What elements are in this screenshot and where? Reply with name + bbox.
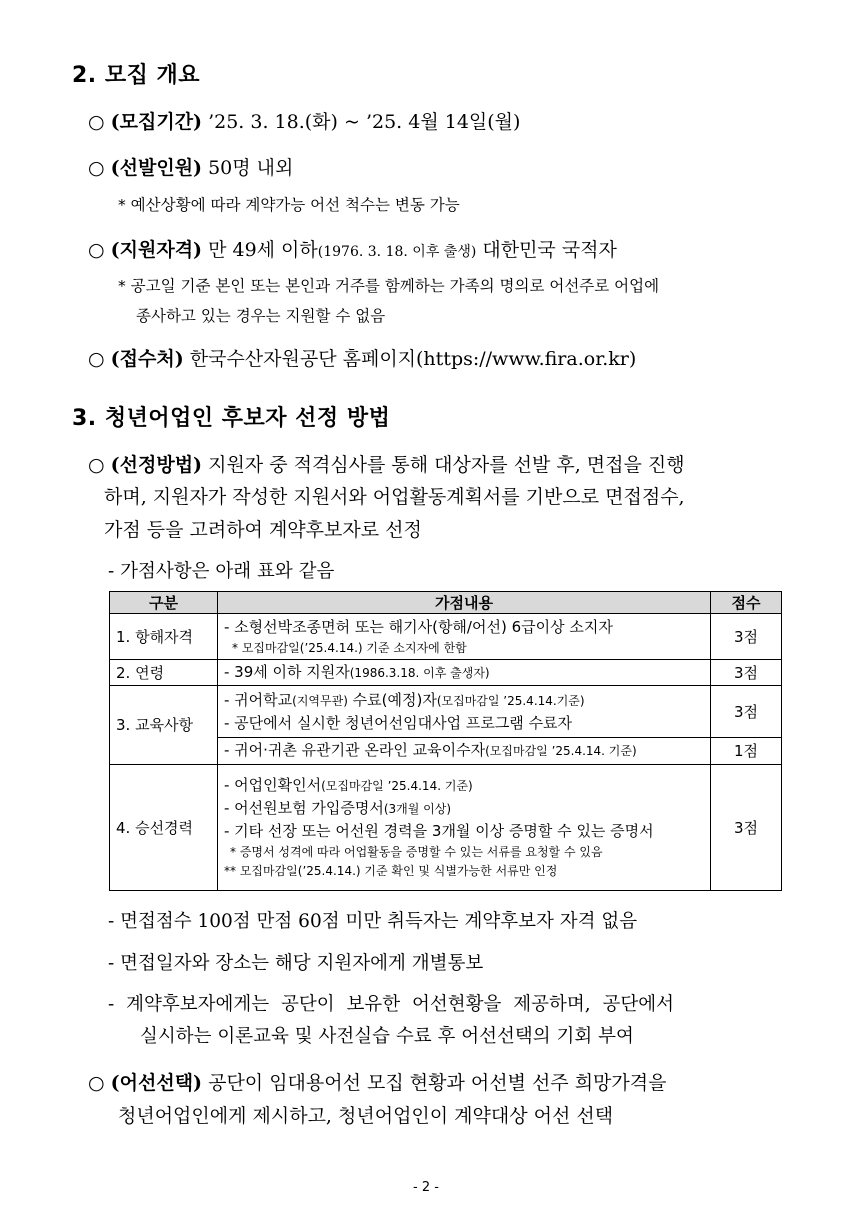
bonus-intro: - 가점사항은 아래 표와 같음 xyxy=(108,561,335,582)
content-text: - 39세 이하 지원자 xyxy=(224,663,350,681)
bullet-icon: ○ xyxy=(88,111,105,133)
content-subtext: (3개월 이상) xyxy=(383,801,452,816)
method-line1: 지원자 중 적격심사를 통해 대상자를 선발 후, 면접을 진행 xyxy=(208,454,685,476)
bullet-icon: ○ xyxy=(88,239,105,261)
bullet-icon: ○ xyxy=(88,1072,105,1094)
table-row xyxy=(110,686,782,738)
vessel-item xyxy=(88,1068,666,1095)
method-key: (선정방법) xyxy=(110,454,203,476)
content-line: - 기타 선장 또는 어선원 경력을 3개월 이상 증명할 수 있는 증명서 xyxy=(224,822,654,841)
table-header: 점수 xyxy=(711,592,782,614)
table-header: 구분 xyxy=(110,592,218,614)
row-score: 3점 xyxy=(711,686,782,738)
table-row xyxy=(110,660,782,686)
content-line xyxy=(224,774,704,797)
content-line xyxy=(224,797,704,820)
method-line3: 가점 등을 고려하여 계약후보자로 선정 xyxy=(104,519,422,541)
content-text: - 어업인확인서 xyxy=(224,775,322,794)
content-note: * 증명서 성격에 따라 어업활동을 증명할 수 있는 서류를 요청할 수 있음 xyxy=(230,845,603,860)
bullet-icon: ○ xyxy=(88,454,105,476)
dash-item-1: - 면접점수 100점 만점 60점 미만 취득자는 계약후보자 자격 없음 xyxy=(108,911,638,932)
content-text: - 어선원보험 가입증명서 xyxy=(224,798,384,817)
selection-note: * 예산상황에 따라 계약가능 어선 척수는 변동 가능 xyxy=(118,196,460,214)
row-category: 4. 승선경력 xyxy=(110,764,218,890)
page-number: - 2 - xyxy=(413,1180,439,1195)
period-item xyxy=(88,107,520,134)
vessel-line2: 청년어업인에게 제시하고, 청년어업인이 계약대상 어선 선택 xyxy=(118,1105,614,1127)
content-text: - 귀어·귀촌 유관기관 온라인 교육이수자 xyxy=(224,741,486,760)
row-score: 1점 xyxy=(711,738,782,764)
method-line2: 하며, 지원자가 작성한 지원서와 어업활동계획서를 기반으로 면접점수, xyxy=(104,486,685,508)
content-text: 수료(예정)자 xyxy=(347,690,437,709)
method-item xyxy=(88,450,685,477)
row-score: 3점 xyxy=(711,764,782,890)
content-line: - 공단에서 실시한 청년어선임대사업 프로그램 수료자 xyxy=(224,713,573,732)
table-row xyxy=(110,614,782,660)
row-content xyxy=(218,764,711,890)
section-2-title: 2. 모집 개요 xyxy=(72,63,200,88)
bullet-icon: ○ xyxy=(88,157,105,179)
eligibility-text-a: 만 49세 이하 xyxy=(208,239,318,261)
vessel-line1: 공단이 임대용어선 모집 현황과 어선별 선주 희망가격을 xyxy=(208,1072,667,1094)
selection-key: (선발인원) xyxy=(110,157,203,179)
vessel-key: (어선선택) xyxy=(110,1072,203,1094)
row-category: 2. 연령 xyxy=(110,660,218,686)
table-header: 가점내용 xyxy=(218,592,711,614)
content-line xyxy=(224,739,704,762)
eligibility-key: (지원자격) xyxy=(110,239,203,261)
bonus-table xyxy=(109,591,782,891)
content-subtext: (지역무관) xyxy=(292,693,348,708)
section-3-title: 3. 청년어업인 후보자 선정 방법 xyxy=(72,406,391,431)
row-category: 1. 항해자격 xyxy=(110,614,218,660)
selection-item xyxy=(88,153,293,180)
row-category: 3. 교육사항 xyxy=(110,686,218,764)
period-text: ’25. 3. 18.(화) ~ ’25. 4월 14일(월) xyxy=(208,111,521,133)
reception-key: (접수처) xyxy=(110,348,184,370)
dash-item-3-line2: 실시하는 이론교육 및 사전실습 수료 후 어선선택의 기회 부여 xyxy=(140,1026,634,1047)
row-content xyxy=(218,686,711,738)
reception-text: 한국수산자원공단 홈페이지(https://www.fira.or.kr) xyxy=(189,348,637,370)
row-content xyxy=(218,660,711,686)
content-line xyxy=(224,661,704,684)
content-line xyxy=(224,689,704,712)
content-line: - 소형선박조종면허 또는 해기사(항해/어선) 6급이상 소지자 xyxy=(224,617,613,636)
eligibility-note-line2: 종사하고 있는 경우는 지원할 수 없음 xyxy=(136,307,386,325)
content-subtext: (1986.3.18. 이후 출생자) xyxy=(349,666,490,680)
content-subtext: (모집마감일 ’25.4.14. 기준) xyxy=(485,744,637,759)
eligibility-text-b: (1976. 3. 18. 이후 출생) xyxy=(317,244,477,260)
eligibility-item xyxy=(88,235,617,262)
row-content xyxy=(218,614,711,660)
content-subtext: (모집마감일 ’25.4.14.기준) xyxy=(436,693,585,708)
dash-item-2: - 면접일자와 장소는 해당 지원자에게 개별통보 xyxy=(108,953,484,974)
table-header-row xyxy=(110,592,782,614)
row-score: 3점 xyxy=(711,660,782,686)
table-row xyxy=(110,764,782,890)
eligibility-text-c: 대한민국 국적자 xyxy=(482,239,617,261)
dash-item-3-line1: - 계약후보자에게는 공단이 보유한 어선현황을 제공하며, 공단에서 xyxy=(108,994,674,1015)
row-score: 3점 xyxy=(711,614,782,660)
selection-text: 50명 내외 xyxy=(208,157,294,179)
bullet-icon: ○ xyxy=(88,348,105,370)
content-note: ** 모집마감일(’25.4.14.) 기준 확인 및 식별가능한 서류만 인정 xyxy=(224,863,558,878)
content-note: * 모집마감일(’25.4.14.) 기준 소지자에 한함 xyxy=(232,640,467,655)
reception-item xyxy=(88,344,636,371)
content-text: - 귀어학교 xyxy=(224,690,293,709)
content-subtext: (모집마감일 ’25.4.14. 기준) xyxy=(321,778,473,793)
row-content xyxy=(218,738,711,764)
period-key: (모집기간) xyxy=(110,111,203,133)
eligibility-note-line1: * 공고일 기준 본인 또는 본인과 거주를 함께하는 가족의 명의로 어선주로 어업에 xyxy=(118,277,660,295)
